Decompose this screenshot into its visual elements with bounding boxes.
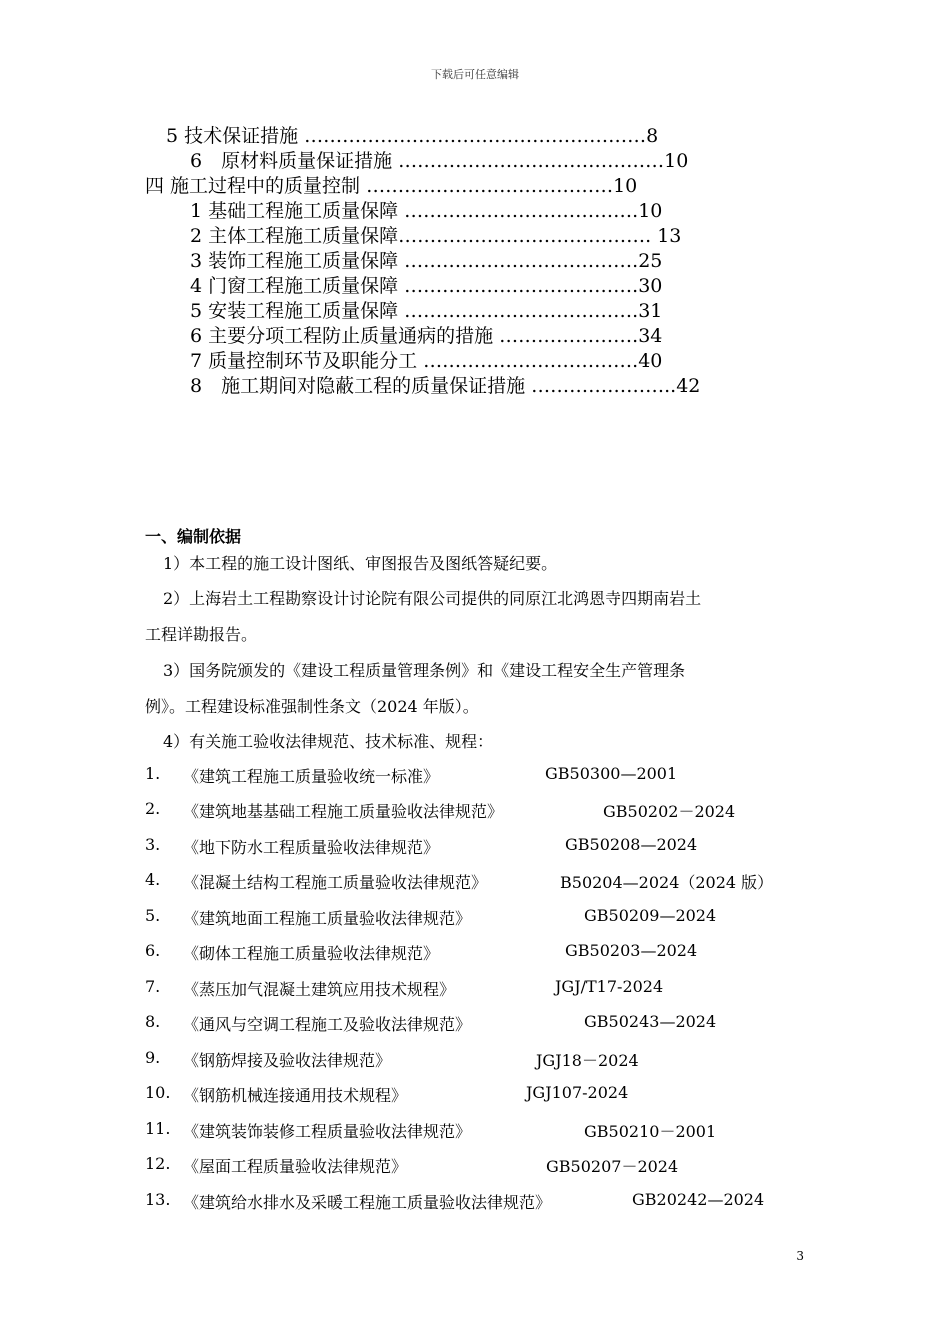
reference-code: GB50243—2024 <box>584 1012 717 1031</box>
reference-number: 7. <box>145 977 161 996</box>
toc-entry: 2 主体工程施工质量保障…………………………………. 13 <box>190 225 682 247</box>
reference-title: 《钢筋机械连接通用技术规程》 <box>183 1086 408 1105</box>
reference-title: 《建筑地面工程施工质量验收法律规范》 <box>183 909 472 928</box>
section-heading: 一、编制依据 <box>145 527 242 546</box>
page-number: 3 <box>796 1249 804 1263</box>
reference-number: 9. <box>145 1048 161 1067</box>
reference-code: GB50207－2024 <box>546 1157 679 1176</box>
toc-entry: 7 质量控制环节及职能分工 …………………………….40 <box>190 350 663 372</box>
reference-number: 4. <box>145 870 161 889</box>
reference-number: 12. <box>145 1154 171 1173</box>
paragraph: 1）本工程的施工设计图纸、审图报告及图纸答疑纪要。 <box>163 554 558 573</box>
paragraph: 工程详勘报告。 <box>145 625 258 644</box>
reference-title: 《建筑装饰装修工程质量验收法律规范》 <box>183 1122 472 1141</box>
reference-code: JGJ18－2024 <box>536 1051 639 1070</box>
reference-number: 8. <box>145 1012 161 1031</box>
reference-title: 《建筑工程施工质量验收统一标准》 <box>183 767 440 786</box>
reference-code: GB50210－2001 <box>584 1122 717 1141</box>
toc-entry: 4 门窗工程施工质量保障 ……………………………….30 <box>190 275 663 297</box>
reference-number: 10. <box>145 1083 171 1102</box>
reference-number: 2. <box>145 799 161 818</box>
reference-title: 《蒸压加气混凝土建筑应用技术规程》 <box>183 980 456 999</box>
reference-number: 5. <box>145 906 161 925</box>
reference-code: GB50209—2024 <box>584 906 717 925</box>
reference-title: 《建筑地基基础工程施工质量验收法律规范》 <box>183 802 504 821</box>
reference-title: 《砌体工程施工质量验收法律规范》 <box>183 944 440 963</box>
toc-entry: 6 原材料质量保证措施 ……………………………………10 <box>190 150 689 172</box>
reference-number: 11. <box>145 1119 171 1138</box>
toc-entry: 5 安装工程施工质量保障 ……………………………….31 <box>190 300 663 322</box>
toc-entry: 6 主要分项工程防止质量通病的措施 ………………….34 <box>190 325 663 347</box>
reference-code: GB50203—2024 <box>565 941 698 960</box>
reference-title: 《地下防水工程质量验收法律规范》 <box>183 838 440 857</box>
paragraph: 3）国务院颁发的《建设工程质量管理条例》和《建设工程安全生产管理条 <box>163 661 686 680</box>
reference-number: 13. <box>145 1190 171 1209</box>
toc-entry: 5 技术保证措施 ………………………………………………8 <box>166 125 659 147</box>
reference-code: JGJ/T17-2024 <box>555 977 664 996</box>
toc-entry: 四 施工过程中的质量控制 …………………………………10 <box>145 175 638 197</box>
reference-code: B50204—2024（2024 版） <box>560 873 774 892</box>
reference-code: GB20242—2024 <box>632 1190 765 1209</box>
reference-number: 1. <box>145 764 161 783</box>
paragraph: 4）有关施工验收法律规范、技术标准、规程： <box>163 732 494 751</box>
reference-title: 《通风与空调工程施工及验收法律规范》 <box>183 1015 472 1034</box>
toc-entry: 3 装饰工程施工质量保障 ……………………………….25 <box>190 250 663 272</box>
paragraph: 2）上海岩土工程勘察设计讨论院有限公司提供的同原江北鸿恩寺四期南岩土 <box>163 589 702 608</box>
reference-title: 《混凝土结构工程施工质量验收法律规范》 <box>183 873 488 892</box>
reference-title: 《屋面工程质量验收法律规范》 <box>183 1157 408 1176</box>
toc-entry: 1 基础工程施工质量保障 ……………………………….10 <box>190 200 663 222</box>
reference-code: GB50208—2024 <box>565 835 698 854</box>
reference-title: 《建筑给水排水及采暖工程施工质量验收法律规范》 <box>183 1193 552 1212</box>
reference-code: GB50300—2001 <box>545 764 678 783</box>
page-header: 下载后可任意编辑 <box>431 68 519 81</box>
paragraph: 例》。工程建设标准强制性条文（2024 年版）。 <box>145 697 479 716</box>
reference-number: 6. <box>145 941 161 960</box>
reference-code: JGJ107-2024 <box>526 1083 629 1102</box>
toc-entry: 8 施工期间对隐蔽工程的质量保证措施 …………………..42 <box>190 375 701 397</box>
reference-code: GB50202－2024 <box>603 802 736 821</box>
reference-number: 3. <box>145 835 161 854</box>
reference-title: 《钢筋焊接及验收法律规范》 <box>183 1051 392 1070</box>
